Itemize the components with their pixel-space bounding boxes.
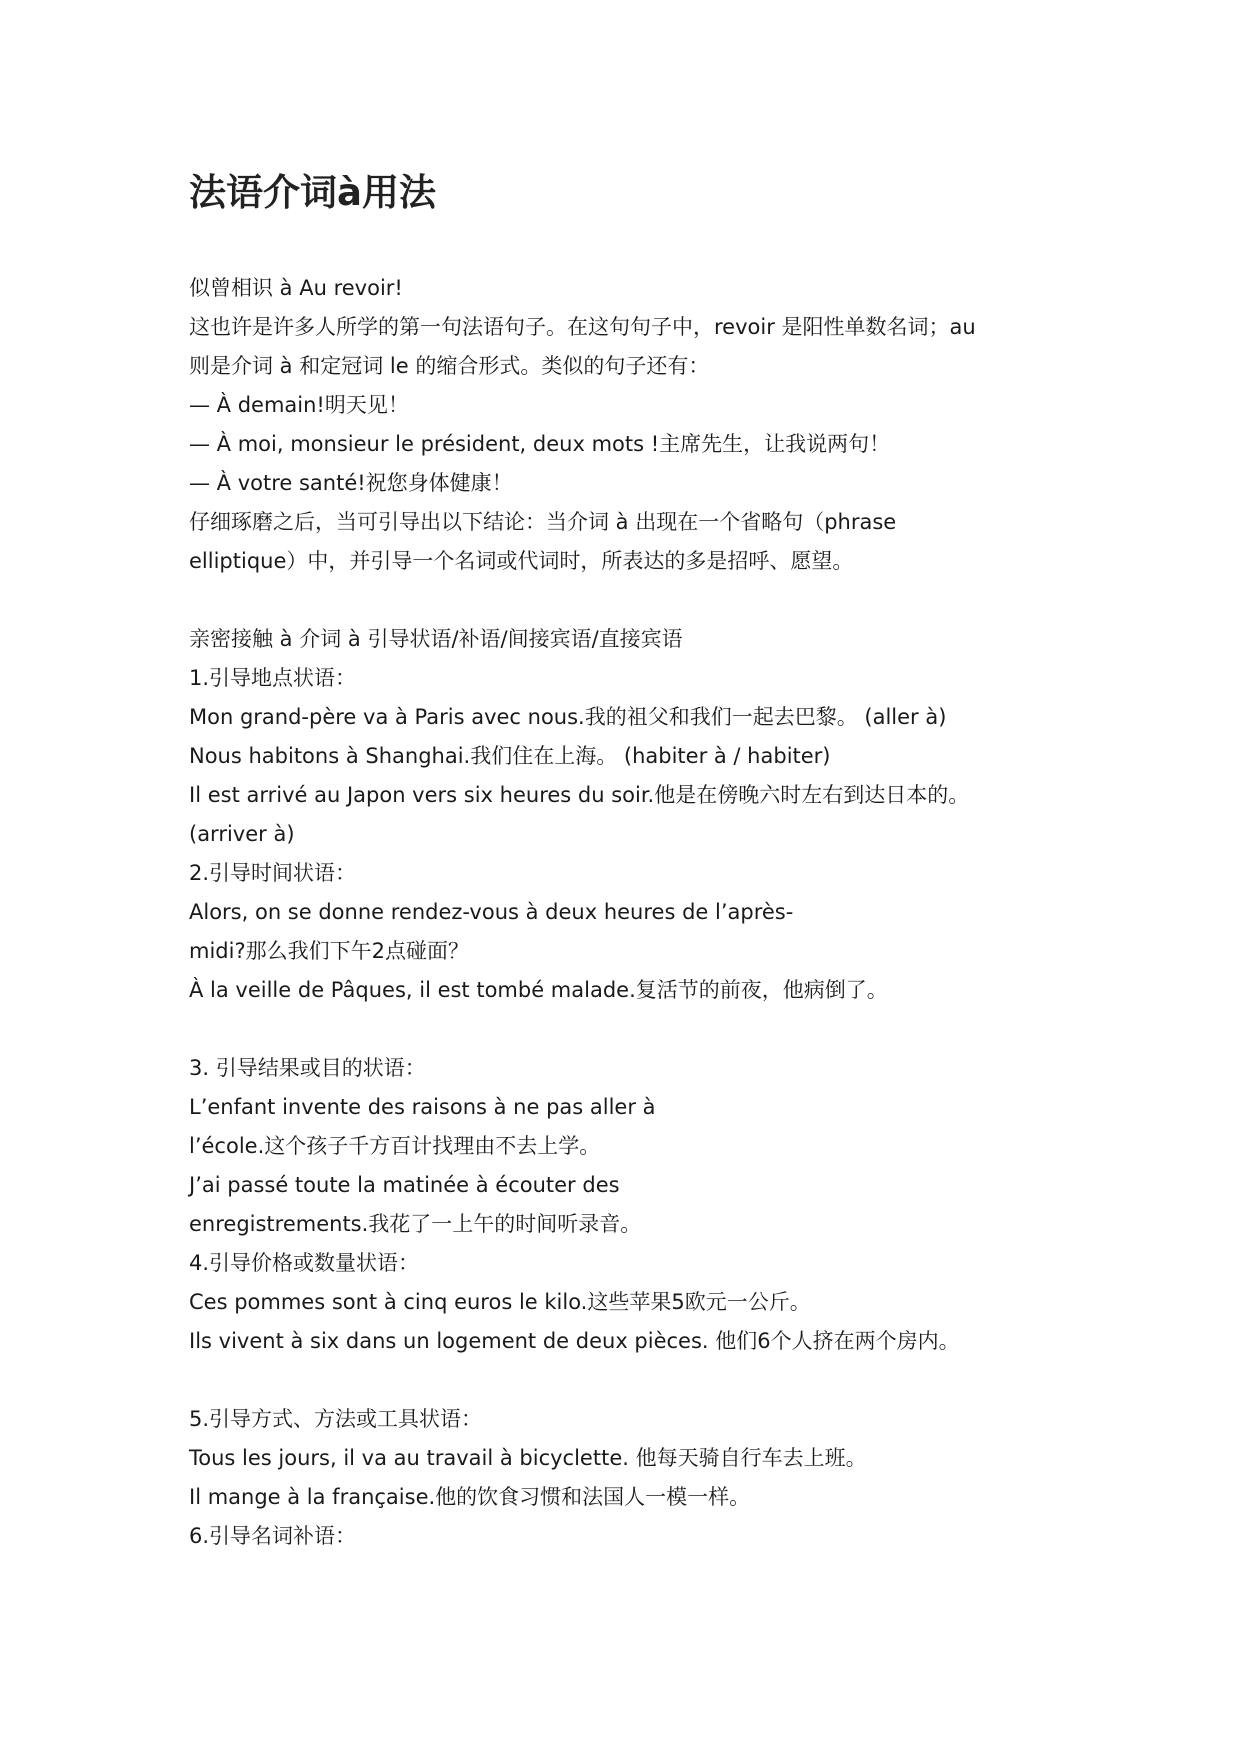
example-line: midi?那么我们下午2点碰面？ (189, 939, 469, 963)
paragraph-line: 仔细琢磨之后，当可引导出以下结论：当介词 à 出现在一个省略句（phrase (189, 510, 897, 534)
section-heading-au-revoir: 似曾相识 à Au revoir! (189, 276, 403, 300)
example-line: Alors, on se donne rendez-vous à deux heures de l’après- (189, 900, 794, 924)
subsection-heading: 5.引导方式、方法或工具状语： (189, 1407, 483, 1431)
example-line: À la veille de Pâques, il est tombé malade.复活节的前夜，他病倒了。 (189, 978, 888, 1002)
subsection-heading: 6.引导名词补语： (189, 1524, 357, 1548)
example-line: Ils vivent à six dans un logement de deux pièces. 他们6个人挤在两个房内。 (189, 1329, 960, 1353)
document-title: 法语介词à用法 (189, 171, 436, 214)
example-line: l’école.这个孩子千方百计找理由不去上学。 (189, 1134, 601, 1158)
example-line: Mon grand-père va à Paris avec nous.我的祖父和我们一起去巴黎。 (aller à) (189, 705, 947, 729)
example-line: J’ai passé toute la matinée à écouter des (189, 1173, 620, 1197)
example-line: Il est arrivé au Japon vers six heures du soir.他是在傍晚六时左右到达日本的。 (189, 783, 970, 807)
example-line: Nous habitons à Shanghai.我们住在上海。 (habiter à / habiter) (189, 744, 831, 768)
example-line: Tous les jours, il va au travail à bicyclette. 他每天骑自行车去上班。 (189, 1446, 867, 1470)
example-line: Ces pommes sont à cinq euros le kilo.这些苹果5欧元一公斤。 (189, 1290, 811, 1314)
paragraph-line: 这也许是许多人所学的第一句法语句子。在这句句子中，revoir 是阳性单数名词；au (189, 315, 976, 339)
example-line: — À moi, monsieur le président, deux mots !主席先生，让我说两句！ (189, 432, 891, 456)
subsection-heading: 1.引导地点状语： (189, 666, 357, 690)
example-line: (arriver à) (189, 822, 295, 846)
example-line: L’enfant invente des raisons à ne pas aller à (189, 1095, 656, 1119)
subsection-heading: 3. 引导结果或目的状语： (189, 1056, 426, 1080)
paragraph-line: 则是介词 à 和定冠词 le 的缩合形式。类似的句子还有： (189, 354, 710, 378)
example-line: — À demain!明天见！ (189, 393, 409, 417)
subsection-heading: 2.引导时间状语： (189, 861, 357, 885)
subsection-heading: 4.引导价格或数量状语： (189, 1251, 420, 1275)
paragraph-line: elliptique）中，并引导一个名词或代词时，所表达的多是招呼、愿望。 (189, 549, 854, 573)
section-heading-preposition: 亲密接触 à 介词 à 引导状语/补语/间接宾语/直接宾语 (189, 627, 683, 651)
example-line: Il mange à la française.他的饮食习惯和法国人一模一样。 (189, 1485, 751, 1509)
example-line: — À votre santé!祝您身体健康！ (189, 471, 513, 495)
example-line: enregistrements.我花了一上午的时间听录音。 (189, 1212, 642, 1236)
